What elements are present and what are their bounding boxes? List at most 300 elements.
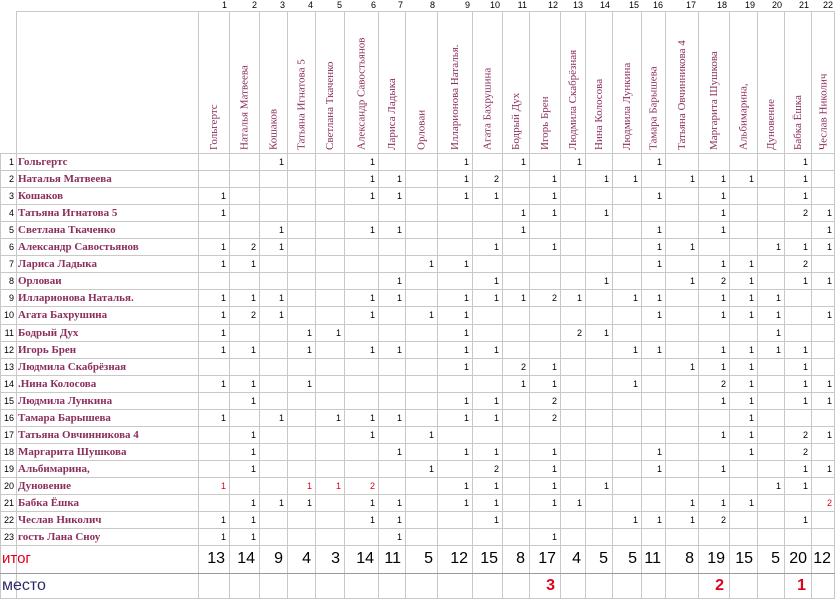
vote-cell[interactable]: 1 [493, 293, 499, 303]
vote-cell[interactable]: 1 [396, 293, 402, 303]
vote-cell[interactable]: 1 [306, 481, 312, 491]
vote-cell[interactable] [472, 529, 502, 545]
vote-cell[interactable] [698, 529, 729, 545]
vote-cell[interactable] [437, 529, 472, 545]
vote-cell[interactable] [585, 376, 612, 392]
vote-cell[interactable] [229, 273, 259, 289]
place-cell[interactable] [405, 573, 437, 599]
vote-cell[interactable] [198, 222, 229, 238]
vote-cell[interactable]: 1 [463, 259, 469, 269]
vote-cell[interactable] [472, 376, 502, 392]
vote-cell[interactable]: 1 [396, 532, 402, 542]
vote-cell[interactable]: 1 [802, 464, 808, 474]
vote-cell[interactable] [405, 290, 437, 306]
vote-cell[interactable] [811, 529, 835, 545]
vote-cell[interactable] [560, 359, 585, 375]
vote-cell[interactable] [784, 529, 811, 545]
vote-cell[interactable]: 1 [748, 430, 754, 440]
vote-cell[interactable] [405, 410, 437, 426]
vote-cell[interactable]: 1 [306, 328, 312, 338]
vote-cell[interactable] [585, 154, 612, 170]
vote-cell[interactable] [472, 154, 502, 170]
vote-cell[interactable]: 1 [720, 310, 726, 320]
vote-cell[interactable]: 1 [250, 345, 256, 355]
total-cell[interactable]: 14 [356, 550, 374, 568]
vote-cell[interactable]: 1 [802, 481, 808, 491]
vote-cell[interactable] [315, 529, 344, 545]
vote-cell[interactable]: 1 [826, 276, 832, 286]
vote-cell[interactable]: 1 [396, 447, 402, 457]
vote-cell[interactable] [585, 359, 612, 375]
vote-cell[interactable]: 1 [802, 345, 808, 355]
place-cell[interactable] [811, 573, 835, 599]
place-cell[interactable]: 3 [546, 577, 555, 595]
vote-cell[interactable]: 2 [551, 293, 557, 303]
vote-cell[interactable] [198, 461, 229, 477]
vote-cell[interactable] [315, 205, 344, 221]
vote-cell[interactable] [784, 290, 811, 306]
vote-cell[interactable]: 1 [369, 515, 375, 525]
vote-cell[interactable]: 1 [335, 328, 341, 338]
vote-cell[interactable]: 2 [802, 259, 808, 269]
vote-cell[interactable] [344, 325, 378, 341]
vote-cell[interactable]: 1 [720, 225, 726, 235]
vote-cell[interactable] [259, 325, 287, 341]
vote-cell[interactable] [641, 529, 665, 545]
vote-cell[interactable] [811, 171, 835, 187]
vote-cell[interactable]: 1 [463, 191, 469, 201]
vote-cell[interactable] [585, 444, 612, 460]
vote-cell[interactable] [405, 359, 437, 375]
vote-cell[interactable] [344, 273, 378, 289]
vote-cell[interactable] [612, 325, 641, 341]
place-cell[interactable] [502, 573, 529, 599]
vote-cell[interactable]: 1 [493, 498, 499, 508]
vote-cell[interactable] [198, 273, 229, 289]
vote-cell[interactable]: 1 [748, 447, 754, 457]
total-cell[interactable]: 5 [771, 550, 780, 568]
vote-cell[interactable]: 1 [493, 515, 499, 525]
vote-cell[interactable]: 1 [396, 276, 402, 286]
vote-cell[interactable] [378, 256, 405, 272]
vote-cell[interactable] [502, 256, 529, 272]
vote-cell[interactable]: 1 [369, 191, 375, 201]
vote-cell[interactable] [405, 376, 437, 392]
vote-cell[interactable]: 1 [396, 174, 402, 184]
vote-cell[interactable] [784, 222, 811, 238]
vote-cell[interactable] [529, 325, 560, 341]
vote-cell[interactable]: 1 [826, 379, 832, 389]
vote-cell[interactable]: 1 [551, 191, 557, 201]
vote-cell[interactable] [378, 461, 405, 477]
vote-cell[interactable] [259, 461, 287, 477]
vote-cell[interactable]: 1 [369, 430, 375, 440]
vote-cell[interactable]: 2 [250, 242, 256, 252]
vote-cell[interactable] [405, 188, 437, 204]
vote-cell[interactable] [502, 495, 529, 511]
vote-cell[interactable] [757, 188, 784, 204]
vote-cell[interactable] [529, 427, 560, 443]
vote-cell[interactable]: 1 [335, 413, 341, 423]
vote-cell[interactable] [729, 461, 757, 477]
vote-cell[interactable]: 1 [369, 293, 375, 303]
vote-cell[interactable] [315, 427, 344, 443]
vote-cell[interactable]: 1 [369, 413, 375, 423]
vote-cell[interactable] [529, 222, 560, 238]
place-cell[interactable] [757, 573, 784, 599]
vote-cell[interactable] [472, 205, 502, 221]
vote-cell[interactable] [665, 529, 698, 545]
vote-cell[interactable]: 1 [775, 242, 781, 252]
total-cell[interactable]: 5 [599, 550, 608, 568]
vote-cell[interactable] [529, 154, 560, 170]
vote-cell[interactable]: 1 [720, 396, 726, 406]
vote-cell[interactable] [811, 325, 835, 341]
vote-cell[interactable]: 2 [551, 413, 557, 423]
vote-cell[interactable] [665, 461, 698, 477]
vote-cell[interactable] [259, 478, 287, 494]
vote-cell[interactable] [729, 222, 757, 238]
vote-cell[interactable]: 1 [493, 481, 499, 491]
vote-cell[interactable] [502, 307, 529, 323]
vote-cell[interactable]: 1 [551, 174, 557, 184]
vote-cell[interactable]: 1 [720, 464, 726, 474]
vote-cell[interactable]: 1 [656, 447, 662, 457]
vote-cell[interactable] [287, 393, 315, 409]
total-cell[interactable]: 12 [450, 550, 468, 568]
vote-cell[interactable] [641, 273, 665, 289]
place-cell[interactable] [198, 573, 229, 599]
vote-cell[interactable]: 1 [551, 498, 557, 508]
vote-cell[interactable] [229, 410, 259, 426]
vote-cell[interactable] [315, 444, 344, 460]
vote-cell[interactable]: 1 [463, 413, 469, 423]
vote-cell[interactable]: 1 [463, 362, 469, 372]
vote-cell[interactable]: 1 [396, 498, 402, 508]
vote-cell[interactable]: 1 [278, 498, 284, 508]
vote-cell[interactable] [502, 427, 529, 443]
vote-cell[interactable]: 1 [369, 345, 375, 355]
vote-cell[interactable] [560, 512, 585, 528]
vote-cell[interactable] [229, 222, 259, 238]
vote-cell[interactable] [811, 188, 835, 204]
vote-cell[interactable] [344, 444, 378, 460]
vote-cell[interactable]: 1 [689, 276, 695, 286]
vote-cell[interactable] [698, 325, 729, 341]
vote-cell[interactable] [502, 410, 529, 426]
place-cell[interactable] [287, 573, 315, 599]
vote-cell[interactable]: 1 [306, 345, 312, 355]
total-cell[interactable]: 9 [274, 550, 283, 568]
vote-cell[interactable] [560, 393, 585, 409]
vote-cell[interactable] [560, 461, 585, 477]
vote-cell[interactable] [529, 342, 560, 358]
vote-cell[interactable] [287, 205, 315, 221]
vote-cell[interactable] [665, 256, 698, 272]
vote-cell[interactable]: 1 [551, 362, 557, 372]
total-cell[interactable]: 4 [572, 550, 581, 568]
vote-cell[interactable] [560, 427, 585, 443]
vote-cell[interactable] [405, 512, 437, 528]
vote-cell[interactable]: 1 [220, 413, 226, 423]
place-cell[interactable] [229, 573, 259, 599]
vote-cell[interactable] [641, 427, 665, 443]
vote-cell[interactable] [472, 427, 502, 443]
vote-cell[interactable]: 1 [802, 362, 808, 372]
vote-cell[interactable]: 1 [369, 225, 375, 235]
vote-cell[interactable] [472, 325, 502, 341]
vote-cell[interactable]: 1 [335, 481, 341, 491]
vote-cell[interactable] [641, 478, 665, 494]
vote-cell[interactable]: 1 [551, 379, 557, 389]
vote-cell[interactable] [698, 444, 729, 460]
vote-cell[interactable] [560, 342, 585, 358]
vote-cell[interactable]: 1 [656, 191, 662, 201]
vote-cell[interactable]: 1 [656, 157, 662, 167]
vote-cell[interactable] [757, 205, 784, 221]
vote-cell[interactable] [315, 273, 344, 289]
total-cell[interactable]: 11 [644, 550, 661, 568]
vote-cell[interactable]: 1 [493, 191, 499, 201]
vote-cell[interactable]: 1 [369, 174, 375, 184]
vote-cell[interactable] [560, 376, 585, 392]
total-cell[interactable]: 13 [207, 550, 225, 568]
vote-cell[interactable] [698, 239, 729, 255]
vote-cell[interactable]: 1 [720, 293, 726, 303]
vote-cell[interactable]: 1 [748, 498, 754, 508]
vote-cell[interactable] [315, 393, 344, 409]
vote-cell[interactable] [641, 171, 665, 187]
vote-cell[interactable] [529, 512, 560, 528]
vote-cell[interactable] [344, 239, 378, 255]
vote-cell[interactable] [315, 376, 344, 392]
vote-cell[interactable] [378, 307, 405, 323]
vote-cell[interactable]: 1 [603, 174, 609, 184]
vote-cell[interactable]: 1 [396, 413, 402, 423]
vote-cell[interactable]: 1 [250, 430, 256, 440]
vote-cell[interactable]: 1 [826, 310, 832, 320]
vote-cell[interactable] [665, 154, 698, 170]
vote-cell[interactable] [405, 342, 437, 358]
vote-cell[interactable] [811, 342, 835, 358]
vote-cell[interactable] [344, 256, 378, 272]
total-cell[interactable]: 15 [480, 550, 498, 568]
vote-cell[interactable]: 2 [520, 362, 526, 372]
vote-cell[interactable] [378, 376, 405, 392]
vote-cell[interactable]: 1 [802, 174, 808, 184]
vote-cell[interactable]: 1 [720, 345, 726, 355]
vote-cell[interactable]: 1 [720, 430, 726, 440]
vote-cell[interactable]: 1 [463, 310, 469, 320]
vote-cell[interactable]: 1 [220, 345, 226, 355]
vote-cell[interactable] [287, 222, 315, 238]
vote-cell[interactable]: 1 [720, 208, 726, 218]
vote-cell[interactable] [529, 307, 560, 323]
vote-cell[interactable]: 1 [428, 310, 434, 320]
vote-cell[interactable]: 2 [826, 498, 832, 508]
vote-cell[interactable]: 1 [802, 191, 808, 201]
vote-cell[interactable] [405, 478, 437, 494]
vote-cell[interactable] [502, 444, 529, 460]
vote-cell[interactable]: 1 [656, 293, 662, 303]
vote-cell[interactable] [811, 512, 835, 528]
vote-cell[interactable] [612, 461, 641, 477]
vote-cell[interactable] [315, 342, 344, 358]
vote-cell[interactable] [259, 273, 287, 289]
vote-cell[interactable] [472, 307, 502, 323]
place-cell[interactable] [641, 573, 665, 599]
vote-cell[interactable] [811, 154, 835, 170]
vote-cell[interactable] [612, 307, 641, 323]
vote-cell[interactable] [287, 410, 315, 426]
place-cell[interactable] [437, 573, 472, 599]
vote-cell[interactable] [729, 478, 757, 494]
vote-cell[interactable] [729, 188, 757, 204]
total-cell[interactable]: 11 [384, 550, 401, 568]
vote-cell[interactable] [757, 444, 784, 460]
vote-cell[interactable] [198, 359, 229, 375]
vote-cell[interactable] [665, 376, 698, 392]
vote-cell[interactable]: 1 [396, 345, 402, 355]
vote-cell[interactable] [437, 222, 472, 238]
vote-cell[interactable] [405, 273, 437, 289]
vote-cell[interactable] [612, 529, 641, 545]
vote-cell[interactable] [405, 495, 437, 511]
vote-cell[interactable]: 1 [748, 345, 754, 355]
vote-cell[interactable] [757, 427, 784, 443]
vote-cell[interactable]: 1 [220, 259, 226, 269]
vote-cell[interactable]: 1 [463, 293, 469, 303]
total-cell[interactable]: 15 [735, 550, 753, 568]
vote-cell[interactable]: 1 [603, 208, 609, 218]
vote-cell[interactable]: 1 [220, 379, 226, 389]
vote-cell[interactable] [811, 359, 835, 375]
vote-cell[interactable] [784, 307, 811, 323]
vote-cell[interactable]: 1 [802, 396, 808, 406]
vote-cell[interactable] [560, 205, 585, 221]
vote-cell[interactable] [811, 410, 835, 426]
vote-cell[interactable]: 1 [220, 191, 226, 201]
vote-cell[interactable]: 1 [493, 242, 499, 252]
vote-cell[interactable]: 1 [250, 259, 256, 269]
vote-cell[interactable]: 1 [748, 413, 754, 423]
vote-cell[interactable] [560, 529, 585, 545]
vote-cell[interactable] [502, 512, 529, 528]
vote-cell[interactable]: 1 [632, 345, 638, 355]
vote-cell[interactable]: 1 [493, 447, 499, 457]
vote-cell[interactable]: 1 [493, 345, 499, 355]
vote-cell[interactable] [198, 393, 229, 409]
vote-cell[interactable]: 1 [250, 293, 256, 303]
vote-cell[interactable]: 2 [369, 481, 375, 491]
vote-cell[interactable] [344, 393, 378, 409]
vote-cell[interactable] [287, 512, 315, 528]
vote-cell[interactable] [287, 529, 315, 545]
vote-cell[interactable] [757, 529, 784, 545]
vote-cell[interactable]: 1 [463, 481, 469, 491]
vote-cell[interactable]: 1 [826, 225, 832, 235]
vote-cell[interactable] [287, 154, 315, 170]
vote-cell[interactable]: 1 [551, 242, 557, 252]
vote-cell[interactable]: 1 [775, 293, 781, 303]
vote-cell[interactable]: 1 [720, 191, 726, 201]
vote-cell[interactable] [560, 478, 585, 494]
vote-cell[interactable]: 1 [551, 481, 557, 491]
vote-cell[interactable]: 1 [220, 310, 226, 320]
vote-cell[interactable]: 1 [775, 481, 781, 491]
vote-cell[interactable] [665, 307, 698, 323]
vote-cell[interactable] [502, 529, 529, 545]
vote-cell[interactable]: 1 [250, 379, 256, 389]
vote-cell[interactable]: 1 [520, 225, 526, 235]
vote-cell[interactable] [229, 478, 259, 494]
vote-cell[interactable]: 1 [493, 413, 499, 423]
vote-cell[interactable] [729, 325, 757, 341]
vote-cell[interactable] [198, 154, 229, 170]
vote-cell[interactable]: 1 [463, 174, 469, 184]
vote-cell[interactable] [344, 359, 378, 375]
place-cell[interactable] [259, 573, 287, 599]
total-cell[interactable]: 20 [789, 550, 807, 568]
vote-cell[interactable] [560, 239, 585, 255]
vote-cell[interactable] [259, 512, 287, 528]
vote-cell[interactable] [665, 205, 698, 221]
vote-cell[interactable] [315, 256, 344, 272]
vote-cell[interactable] [259, 256, 287, 272]
vote-cell[interactable] [437, 273, 472, 289]
total-cell[interactable]: 17 [538, 550, 556, 568]
vote-cell[interactable]: 1 [520, 379, 526, 389]
vote-cell[interactable]: 1 [689, 242, 695, 252]
vote-cell[interactable] [612, 393, 641, 409]
vote-cell[interactable]: 1 [775, 310, 781, 320]
vote-cell[interactable]: 1 [720, 498, 726, 508]
vote-cell[interactable] [315, 188, 344, 204]
vote-cell[interactable] [641, 376, 665, 392]
vote-cell[interactable] [437, 239, 472, 255]
vote-cell[interactable]: 1 [306, 498, 312, 508]
vote-cell[interactable]: 2 [720, 379, 726, 389]
vote-cell[interactable] [560, 222, 585, 238]
vote-cell[interactable]: 1 [656, 345, 662, 355]
vote-cell[interactable] [698, 478, 729, 494]
vote-cell[interactable] [287, 307, 315, 323]
vote-cell[interactable] [784, 325, 811, 341]
vote-cell[interactable] [378, 427, 405, 443]
vote-cell[interactable] [641, 205, 665, 221]
vote-cell[interactable] [612, 188, 641, 204]
place-cell[interactable] [729, 573, 757, 599]
vote-cell[interactable]: 1 [220, 242, 226, 252]
vote-cell[interactable] [641, 495, 665, 511]
vote-cell[interactable] [229, 325, 259, 341]
place-cell[interactable]: 1 [797, 577, 806, 595]
vote-cell[interactable] [612, 478, 641, 494]
vote-cell[interactable] [811, 256, 835, 272]
vote-cell[interactable] [698, 410, 729, 426]
vote-cell[interactable]: 1 [220, 328, 226, 338]
total-cell[interactable]: 14 [237, 550, 255, 568]
vote-cell[interactable] [502, 171, 529, 187]
vote-cell[interactable] [378, 325, 405, 341]
vote-cell[interactable]: 1 [369, 310, 375, 320]
place-cell[interactable] [315, 573, 344, 599]
vote-cell[interactable]: 2 [551, 396, 557, 406]
vote-cell[interactable]: 1 [826, 464, 832, 474]
vote-cell[interactable]: 1 [576, 498, 582, 508]
vote-cell[interactable]: 1 [603, 481, 609, 491]
vote-cell[interactable]: 1 [551, 447, 557, 457]
